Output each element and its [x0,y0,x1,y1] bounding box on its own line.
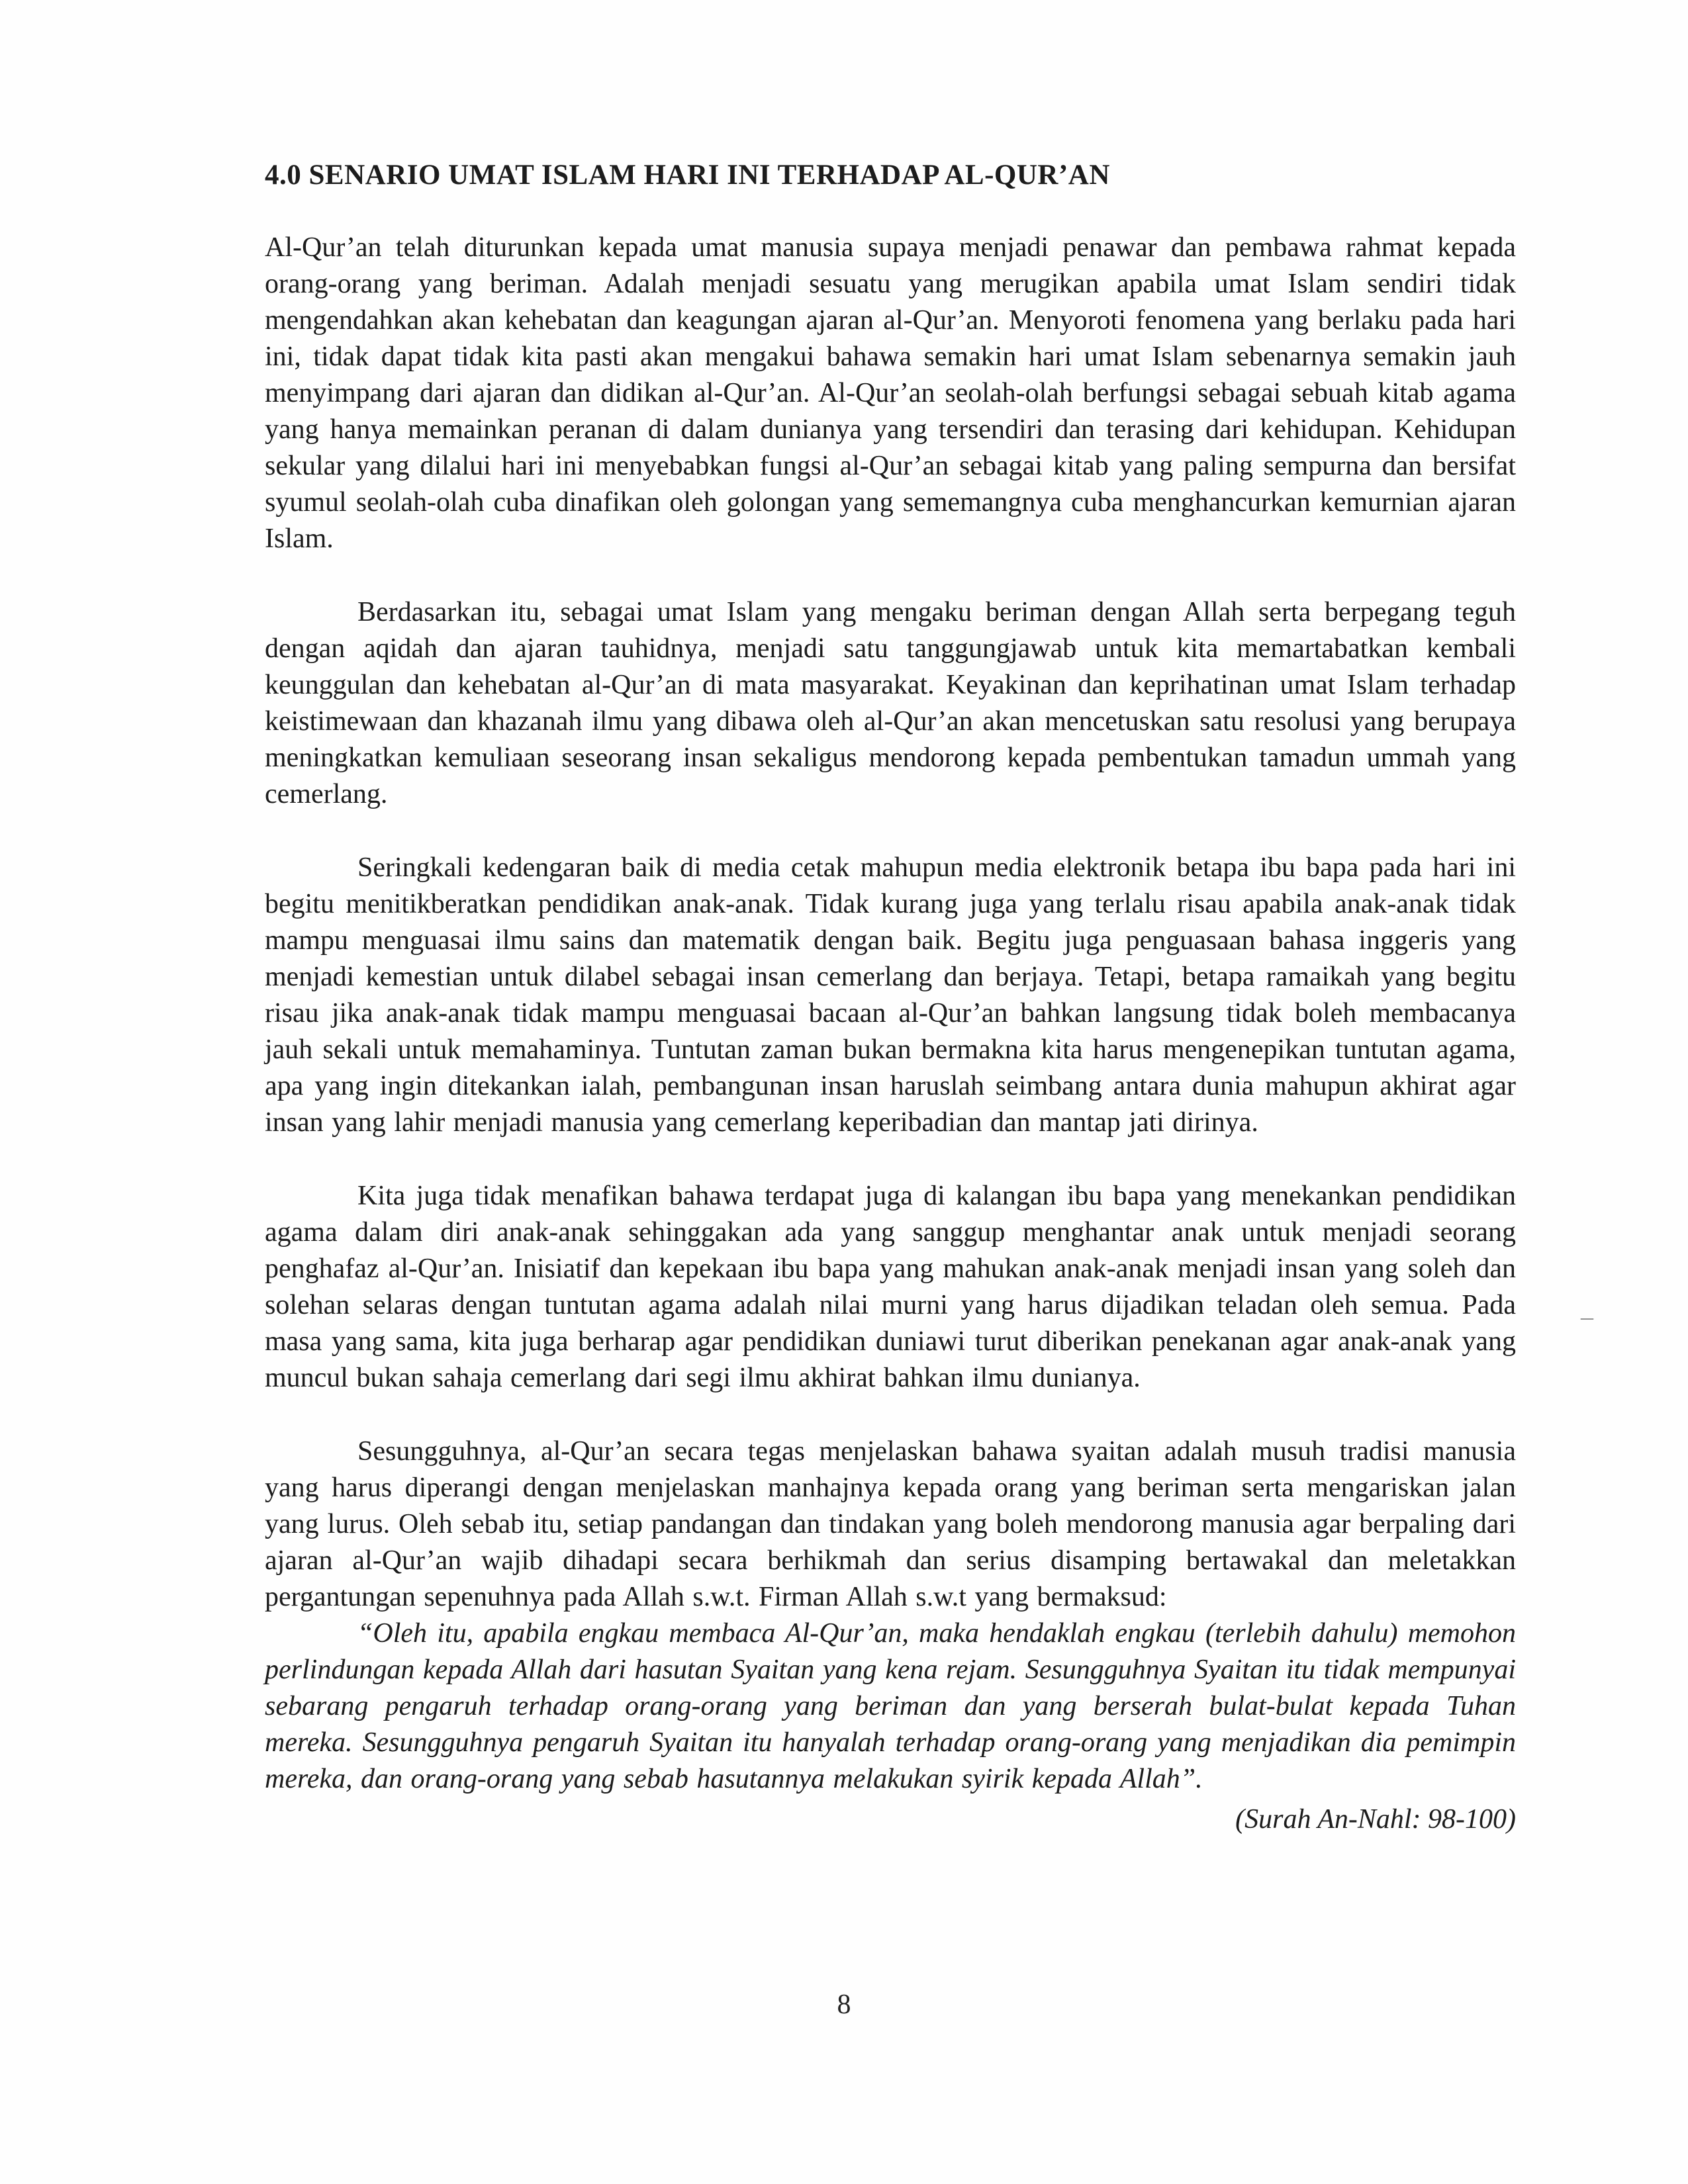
body-paragraph-2: Berdasarkan itu, sebagai umat Islam yang mengaku beriman dengan Allah serta berpegang teguh dengan aqidah dan ajaran tauhidnya, menjadi satu tanggungjawab untuk kita memartabatkan kembali keunggulan dan kehebatan al-Qur’an di mata masyarakat. Keyakinan dan keprihatinan umat Islam terhadap keistimewaan dan khazanah ilmu yang dibawa oleh al-Qur’an akan mencetuskan satu resolusi yang berupaya meningkatkan kemuliaan seseorang insan sekaligus mendorong kepada pembentukan tamadun ummah yang cemerlang. [265,597,1516,809]
section-heading: 4.0 SENARIO UMAT ISLAM HARI INI TERHADAP AL-QUR’AN [265,159,1110,191]
body-paragraph-5: Sesungguhnya, al-Qur’an secara tegas menjelaskan bahawa syaitan adalah musuh tradisi manusia yang harus diperangi dengan menjelaskan manhajnya kepada orang yang beriman serta mengariskan jalan yang lurus. Oleh sebab itu, setiap pandangan dan tindakan yang boleh mendorong manusia agar berpaling dari ajaran al-Qur’an wajib dihadapi secara berhikmah dan serius disamping bertawakal dan meletakkan pergantungan sepenuhnya pada Allah s.w.t. Firman Allah s.w.t yang bermaksud: [265,1436,1516,1612]
body-paragraph-1: Al-Qur’an telah diturunkan kepada umat manusia supaya menjadi penawar dan pembawa rahmat kepada orang-orang yang beriman. Adalah menjadi sesuatu yang merugikan apabila umat Islam sendiri tidak mengendahkan akan kehebatan dan keagungan ajaran al-Qur’an. Menyoroti fenomena yang berlaku pada hari ini, tidak dapat tidak kita pasti akan mengakui bahawa semakin hari umat Islam sebenarnya semakin jauh menyimpang dari ajaran dan didikan al-Qur’an. Al-Qur’an seolah-olah berfungsi sebagai sebuah kitab agama yang hanya memainkan peranan di dalam dunianya yang tersendiri dan terasing dari kehidupan. Kehidupan sekular yang dilalui hari ini menyebabkan fungsi al-Qur’an sebagai kitab yang paling sempurna dan bersifat syumul seolah-olah cuba dinafikan oleh golongan yang sememangnya cuba menghancurkan kemurnian ajaran Islam. [265,232,1516,554]
scan-artifact-dash: – [1581,1303,1593,1331]
body-paragraph-4: Kita juga tidak menafikan bahawa terdapat juga di kalangan ibu bapa yang menekankan pendidikan agama dalam diri anak-anak sehinggakan ada yang sanggup menghantar anak untuk menjadi seorang penghafaz al-Qur’an. Inisiatif dan kepekaan ibu bapa yang mahukan anak-anak menjadi insan yang soleh dan solehan selaras dengan tuntutan agama adalah nilai murni yang harus dijadikan teladan oleh semua. Pada masa yang sama, kita juga berharap agar pendidikan duniawi turut diberikan penekanan agar anak-anak yang muncul bukan sahaja cemerlang dari segi ilmu akhirat bahkan ilmu dunianya. [265,1181,1516,1393]
quran-quote: “Oleh itu, apabila engkau membaca Al-Qur’an, maka hendaklah engkau (terlebih dahulu) memohon perlindungan kepada Allah dari hasutan Syaitan yang kena rejam. Sesungguhnya Syaitan itu tidak mempunyai sebarang pengaruh terhadap orang-orang yang beriman dan yang berserah bulat-bulat kepada Tuhan mereka. Sesungguhnya pengaruh Syaitan itu hanyalah terhadap orang-orang yang menjadikan dia pemimpin mereka, dan orang-orang yang sebab hasutannya melakukan syirik kepada Allah”. [265,1618,1516,1794]
body-paragraph-3: Seringkali kedengaran baik di media cetak mahupun media elektronik betapa ibu bapa pada hari ini begitu menitikberatkan pendidikan anak-anak. Tidak kurang juga yang terlalu risau apabila anak-anak tidak mampu menguasai ilmu sains dan matematik dengan baik. Begitu juga penguasaan bahasa inggeris yang menjadi kemestian untuk dilabel sebagai insan cemerlang dan berjaya. Tetapi, betapa ramaikah yang begitu risau jika anak-anak tidak mampu menguasai bacaan al-Qur’an bahkan langsung tidak boleh membacanya jauh sekali untuk memahaminya. Tuntutan zaman bukan bermakna kita harus mengenepikan tuntutan agama, apa yang ingin ditekankan ialah, pembangunan insan haruslah seimbang antara dunia mahupun akhirat agar insan yang lahir menjadi manusia yang cemerlang keperibadian dan mantap jati dirinya. [265,852,1516,1138]
surah-citation: (Surah An-Nahl: 98-100) [1235,1804,1516,1835]
page-number: 8 [837,1989,851,2020]
